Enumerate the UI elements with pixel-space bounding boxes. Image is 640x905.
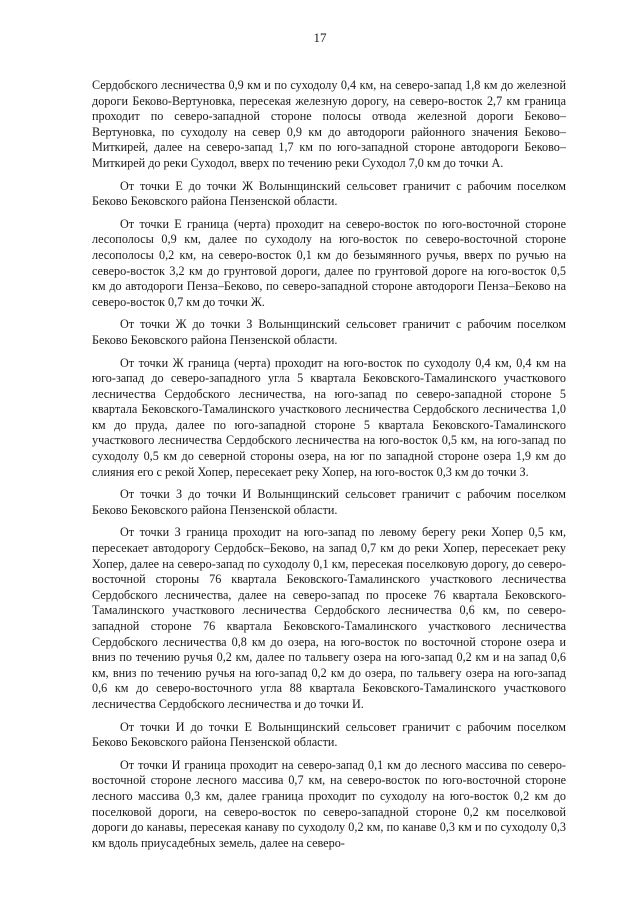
- document-body: [92, 78, 566, 858]
- paragraph-border-z-i: От точки З до точки И Волынщинский сельсовет граничит с рабочим поселком Беково Бековского района Пензенской области.: [92, 487, 566, 517]
- paragraph-border-zh-z: От точки Ж до точки З Волынщинский сельсовет граничит с рабочим поселком Беково Бековского района Пензенской области.: [92, 317, 566, 347]
- paragraph-route-zh: От точки Ж граница (черта) проходит на юго-восток по суходолу 0,4 км, 0,4 км на юго-запад до северо-западного угла 5 квартала Бековского-Тамалинского участкового лесничества Сердобского лесничества, на юго-запад по северо-западной стороне 5 квартала Бековского-Тамалинского участкового лесничества Сердобского лесничества 1,0 км до пруда, далее по юго-западной стороне 5 квартала Бековского-Тамалинского участкового лесничества Сердобского лесничества на юго-восток 0,5 км, на юго-запад по суходолу 0,5 км до северной стороны озера, на юг по западной стороне озера 1,9 км до слияния его с рекой Хопер, пересекает реку Хопер, на юго-восток 0,3 км до точки З.: [92, 355, 566, 479]
- paragraph-continuation: Сердобского лесничества 0,9 км и по суходолу 0,4 км, на северо-запад 1,8 км до железной дороги Беково-Вертуновка, пересекая железную дорогу, на северо-восток 2,7 км граница проходит по северо-западной стороне полосы отвода железной дороги Беково–Вертуновка, по суходолу на север 0,9 км до автодороги районного значения Беково–Миткирей, далее на северо-запад 1,7 км по юго-западной стороне автодороги Беково–Миткирей до реки Суходол, вверх по течению реки Суходол 7,0 км до точки А.: [92, 78, 566, 170]
- paragraph-border-i-e: От точки И до точки Е Волынщинский сельсовет граничит с рабочим поселком Беково Бековского района Пензенской области.: [92, 719, 566, 750]
- paragraph-route-e: От точки Е граница (черта) проходит на северо-восток по юго-восточной стороне лесополосы 0,9 км, далее по суходолу на юго-восток по северо-восточной стороне лесополосы 0,2 км, на северо-восток 0,1 км до безымянного ручья, вверх по ручью на северо-восток 3,2 км до грунтовой дороги, далее по грунтовой дороге на юго-восток 0,5 км до автодороги Пенза–Беково, по северо-западной стороне автодороги Пенза–Беково на северо-восток 0,7 км до точки Ж.: [92, 216, 566, 309]
- paragraph-route-i: От точки И граница проходит на северо-запад 0,1 км до лесного массива по северо-восточной стороне лесного массива 0,7 км, на северо-восток по юго-восточной стороне лесного массива 0,3 км, далее граница проходит по суходолу на юго-восток 0,2 км до поселковой дороги, на северо-восток по северо-западной стороне 0,2 км поселковой дороги до канавы, пересекая канаву по суходолу 0,2 км, по канаве 0,3 км и по суходолу 0,3 км вдоль приусадебных земель, далее на северо-: [92, 757, 566, 850]
- paragraph-route-z: От точки З граница проходит на юго-запад по левому берегу реки Хопер 0,5 км, пересекает автодорогу Сердобск–Беково, на запад 0,7 км до реки Хопер, пересекает реку Хопер, далее на северо-запад по суходолу 0,1 км, пересекая поселковую дорогу, до северо-восточной стороны 76 квартала Бековского-Тамалинского участкового лесничества Сердобского лесничества, далее на северо-запад по просеке 76 квартала Бековского-Тамалинского участкового лесничества Сердобского лесничества 0,6 км, по северо-западной стороне 76 квартала Бековского-Тамалинского участкового лесничества Сердобского лесничества 0,8 км до озера, на юго-восток по восточной стороне озера и вниз по течению ручья 0,2 км, далее по тальвегу озера на юго-запад 0,2 км и на запад 0,6 км, вниз по течению ручья на юго-запад 0,2 км до озера, по тальвегу озера на юго-запад 0,6 км до северо-восточного угла 88 квартала Бековского-Тамалинского участкового лесничества Сердобского лесничества и до точки И.: [92, 525, 566, 711]
- page-number: 17: [313, 30, 327, 45]
- paragraph-border-e-zh: От точки Е до точки Ж Волынщинский сельсовет граничит с рабочим поселком Беково Бековского района Пензенской области.: [92, 178, 566, 209]
